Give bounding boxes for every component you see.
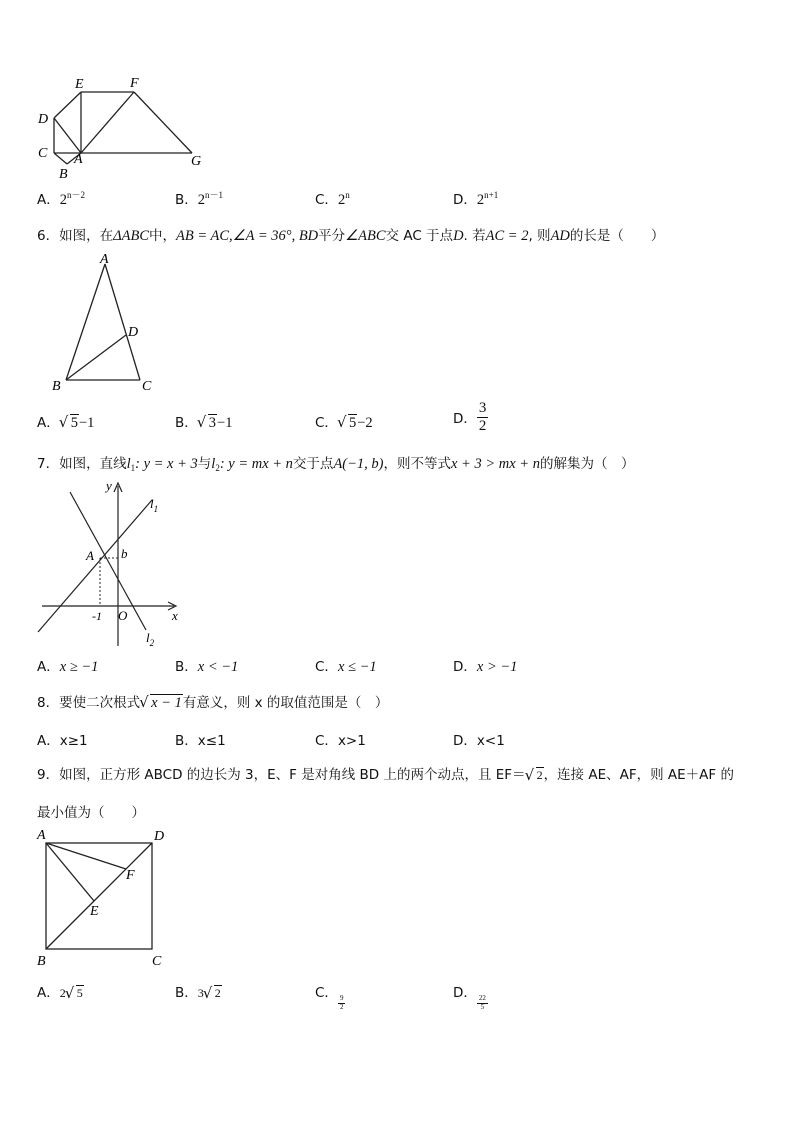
q5-option-b: B．$2^{n-1}$ (175, 190, 224, 208)
label-c: C (152, 954, 162, 969)
q6-option-c: C．√ 5−2 (315, 411, 373, 432)
q5-option-c: C．2$^n$ (315, 190, 350, 208)
segment-ae (46, 843, 94, 901)
q6-option-d: D． $\frac{3}{2}$ (453, 400, 487, 434)
label-d: D (128, 325, 139, 340)
segment-ac (105, 264, 140, 380)
q8-stem: 8．要使二次根式√ x − 1有意义，则 x 的取值范围是（ ） (37, 691, 388, 712)
label-e: E (90, 904, 99, 919)
q8-option-b: B．x≤1 (175, 733, 226, 749)
label-f: F (126, 868, 135, 883)
label-neg1: -1 (92, 609, 102, 623)
label-c: C (38, 146, 48, 161)
q6-stem: 6．如图，在ΔABC中，AB = AC,∠A = 36°, BD平分∠ABC交 AC 于点D. 若AC = 2, 则AD的长是（ ） (37, 228, 665, 244)
segment-ab (66, 264, 105, 380)
diagonal-bd (46, 843, 152, 949)
q9-stem-line2: 最小值为（ ） (37, 805, 145, 821)
label-b: B (59, 167, 68, 182)
segment-af (46, 843, 126, 869)
q9-figure (34, 826, 174, 971)
segment-af (81, 92, 134, 153)
line-l2 (70, 492, 146, 630)
label-l1: $l_1$ (150, 496, 159, 514)
q6-option-a: A．√ 5−1 (37, 411, 94, 432)
label-b: B (52, 379, 61, 394)
segment-de (54, 92, 81, 118)
q7-option-a: A．x ≥ −1 (37, 659, 99, 675)
label-a: A (74, 152, 83, 167)
q7-option-b: B．x < −1 (175, 659, 239, 675)
q5-option-d: D．$2^{n+1}$ (453, 190, 499, 208)
label-b: b (121, 546, 128, 561)
q8-option-d: D．x<1 (453, 733, 505, 749)
q6-figure (48, 250, 168, 395)
q6-option-b: B．√ 3−1 (175, 411, 232, 432)
label-f: F (130, 76, 139, 91)
label-a: A (37, 828, 46, 843)
q7-stem: 7．如图，直线$l_1$: y = x + 3与$l_2$: y = mx + n交于点A(−1, b)，则不等式x + 3 > mx + n的解集为（ ） (37, 456, 635, 473)
label-d: D (154, 829, 165, 844)
q7-option-d: D．x > −1 (453, 659, 518, 675)
q5-option-a: A．$2^{n-2}$ (37, 190, 86, 208)
segment-da (54, 118, 81, 153)
label-c: C (142, 379, 152, 394)
q7-figure (34, 478, 194, 650)
label-d: D (38, 112, 49, 127)
label-e: E (75, 77, 84, 92)
q9-option-b: B．3√ 2 (175, 981, 222, 1001)
label-g: G (191, 154, 202, 169)
segment-bd (66, 335, 126, 380)
label-b: B (37, 954, 46, 969)
label-x: x (172, 608, 178, 623)
label-a: A (86, 548, 94, 563)
segment-cb (54, 153, 67, 164)
label-l2: $l_2$ (146, 630, 155, 648)
q9-option-a: A．2√ 5 (37, 981, 84, 1001)
label-origin: O (118, 608, 128, 623)
q5-figure (34, 72, 214, 184)
q8-option-c: C．x>1 (315, 733, 366, 749)
q8-option-a: A．x≥1 (37, 733, 88, 749)
segment-fg (134, 92, 192, 153)
label-a: A (100, 252, 109, 267)
q9-option-c: C． $\frac{9}{2}$ (315, 985, 344, 1011)
label-y: y (106, 478, 112, 493)
q7-option-c: C．x ≤ −1 (315, 659, 377, 675)
q9-stem-line1: 9．如图，正方形 ABCD 的边长为 3，E、F 是对角线 BD 上的两个动点，且 EF＝√ 2，连接 AE、AF，则 AE＋AF 的 (37, 763, 734, 783)
q9-option-d: D． $\frac{22}{5}$ (453, 985, 486, 1011)
